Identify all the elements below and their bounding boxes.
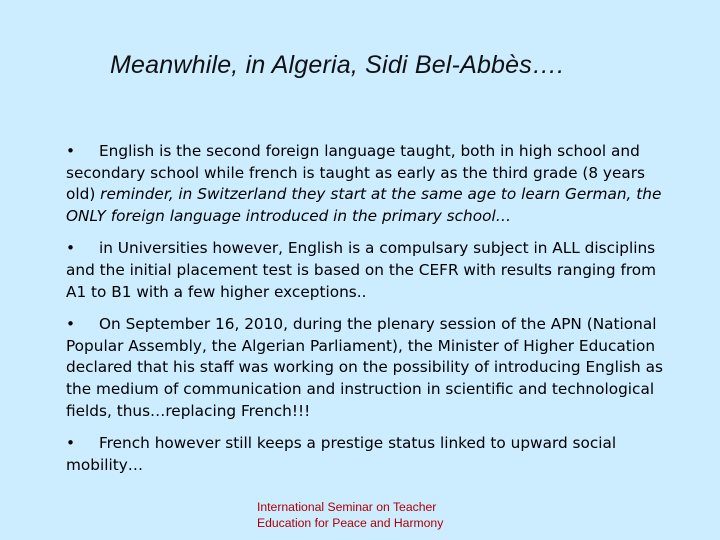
bullet-item <box>66 314 678 422</box>
bullet-italic-note: reminder, in Switzerland they start at the same age to learn German, the ONLY foreign language introduced in the primary school… <box>66 185 662 225</box>
bullet-text: On September 16, 2010, during the plenary session of the APN (National Popular Assembly, the Algerian Parliament), the Minister of Higher Education declared that his staff was working on the possibility of introducing English as the medium of communication and instruction in scientific and technological fields, thus…replacing French!!! <box>66 315 663 420</box>
slide-title: Meanwhile, in Algeria, Sidi Bel-Abbès…. <box>110 51 565 79</box>
bullet-list <box>66 141 678 487</box>
bullet-text: French however still keeps a prestige status linked to upward social mobility… <box>66 434 617 474</box>
bullet-item <box>66 238 678 303</box>
bullet-marker: • <box>66 434 76 453</box>
bullet-marker: • <box>66 239 76 258</box>
bullet-text: in Universities however, English is a compulsary subject in ALL disciplins and the initial placement test is based on the CEFR with results ranging from A1 to B1 with a few higher exceptions.. <box>66 239 657 301</box>
footer <box>257 499 497 531</box>
bullet-item <box>66 433 678 476</box>
bullet-text: English is the second foreign language taught, both in high school and secondary school while french is taught as early as the third grade (8 years old) <box>66 142 646 204</box>
footer-line-1: International Seminar on Teacher <box>257 500 437 514</box>
bullet-marker: • <box>66 142 76 160</box>
footer-line-2: Education for Peace and Harmony <box>257 516 444 530</box>
bullet-marker: • <box>66 315 76 334</box>
bullet-item <box>66 141 678 227</box>
